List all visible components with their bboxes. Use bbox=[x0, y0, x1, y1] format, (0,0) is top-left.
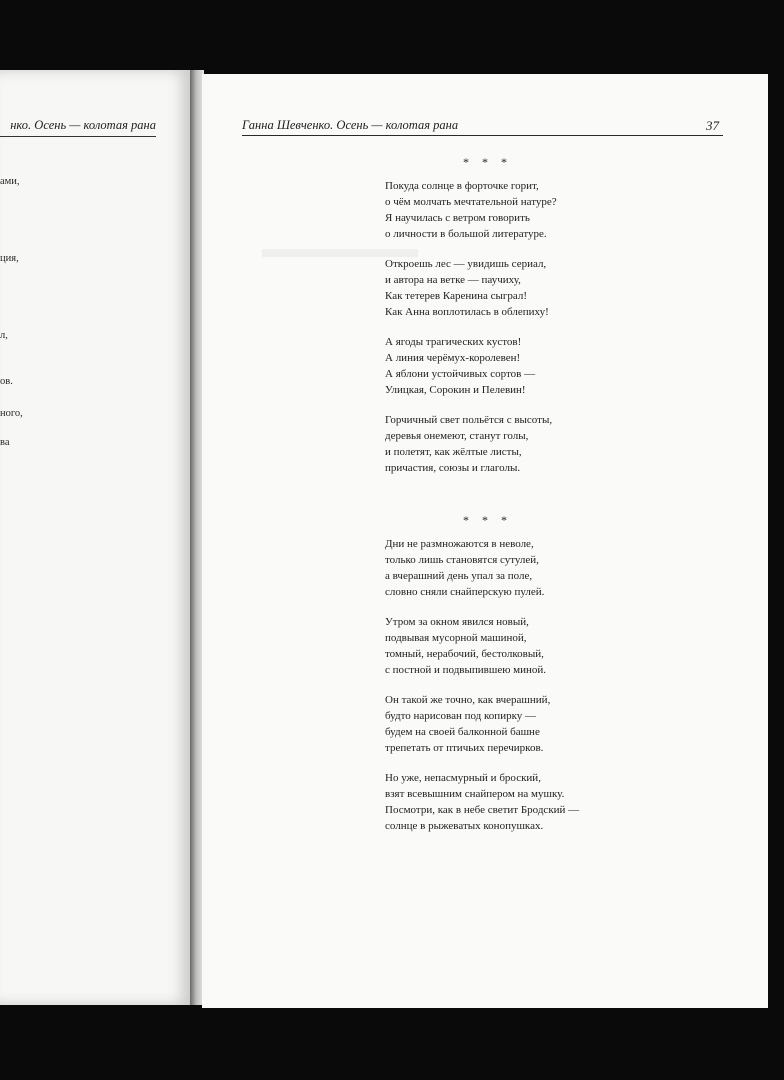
poem-line: Он такой же точно, как вчерашний, bbox=[385, 694, 551, 706]
poem-line: о чём молчать мечтательной натуре? bbox=[385, 196, 557, 208]
poem-line: Откроешь лес — увидишь сериал, bbox=[385, 258, 547, 270]
stanza bbox=[385, 412, 557, 476]
left-text-fragment: л, bbox=[0, 330, 8, 341]
poem-line: будем на своей балконной башне bbox=[385, 726, 540, 738]
poem-line: Как тетерев Каренина сыграл! bbox=[385, 290, 528, 302]
poem-line: взят всевышним снайпером на мушку. bbox=[385, 788, 565, 800]
poem-line: А ягоды трагических кустов! bbox=[385, 336, 522, 348]
poem-line: только лишь становятся сутулей, bbox=[385, 554, 539, 566]
poem-line: А яблони устойчивых сортов — bbox=[385, 368, 536, 380]
left-text-fragment: ами, bbox=[0, 176, 20, 187]
poem-line: деревья онемеют, станут голы, bbox=[385, 430, 529, 442]
left-page bbox=[0, 70, 192, 1005]
poem bbox=[385, 512, 579, 848]
stanza bbox=[385, 692, 579, 756]
poem-line: солнце в рыжеватых конопушках. bbox=[385, 820, 544, 832]
poem-line: Но уже, непасмурный и броский, bbox=[385, 772, 541, 784]
poem-line: А линия черёмух-королевен! bbox=[385, 352, 521, 364]
running-head: Ганна Шевченко. Осень — колотая рана bbox=[242, 118, 459, 132]
stanza bbox=[385, 256, 557, 320]
poem-line: причастия, союзы и глаголы. bbox=[385, 462, 521, 474]
poem-line: Утром за окном явился новый, bbox=[385, 616, 529, 628]
poem-separator: * * * bbox=[463, 513, 512, 527]
running-head-rule bbox=[242, 135, 723, 136]
poem-separator: * * * bbox=[463, 155, 512, 169]
poem-line: трепетать от птичьих перечирков. bbox=[385, 742, 544, 754]
poem-line: о личности в большой литературе. bbox=[385, 228, 547, 240]
poem-line: Как Анна воплотилась в облепиху! bbox=[385, 306, 549, 318]
poem-line: и полетят, как жёлтые листы, bbox=[385, 446, 522, 458]
poem-line: Покуда солнце в форточке горит, bbox=[385, 180, 539, 192]
poem-line: Улицкая, Сорокин и Пелевин! bbox=[385, 384, 526, 396]
poem-line: Посмотри, как в небе светит Бродский — bbox=[385, 804, 580, 816]
stanza bbox=[385, 178, 557, 242]
left-head-rule bbox=[0, 136, 156, 137]
poem-line: будто нарисован под копирку — bbox=[385, 710, 537, 722]
left-text-fragment: ва bbox=[0, 437, 10, 448]
poem-line: томный, нерабочий, бестолковый, bbox=[385, 648, 544, 660]
poem-line: словно сняли снайперскую пулей. bbox=[385, 586, 545, 598]
poem-line: Я научилась с ветром говорить bbox=[385, 212, 530, 224]
left-text-fragment: ов. bbox=[0, 376, 13, 387]
poem-line: Дни не размножаются в неволе, bbox=[385, 538, 534, 550]
poem-line: и автора на ветке — паучиху, bbox=[385, 274, 521, 286]
poem-line: с постной и подвыпившею миной. bbox=[385, 664, 547, 676]
right-page bbox=[202, 74, 768, 1008]
stanza bbox=[385, 770, 579, 834]
poem bbox=[385, 154, 557, 490]
stanza bbox=[385, 614, 579, 678]
poem-line: а вчерашний день упал за поле, bbox=[385, 570, 533, 582]
left-text-fragment: ция, bbox=[0, 253, 19, 264]
stanza bbox=[385, 334, 557, 398]
poem-line: Горчичный свет польётся с высоты, bbox=[385, 414, 553, 426]
left-running-head: нко. Осень — колотая рана bbox=[10, 118, 156, 132]
poem-line: подвывая мусорной машиной, bbox=[385, 632, 527, 644]
page-number: 37 bbox=[706, 118, 719, 133]
left-text-fragment: ного, bbox=[0, 408, 23, 419]
stanza bbox=[385, 536, 579, 600]
